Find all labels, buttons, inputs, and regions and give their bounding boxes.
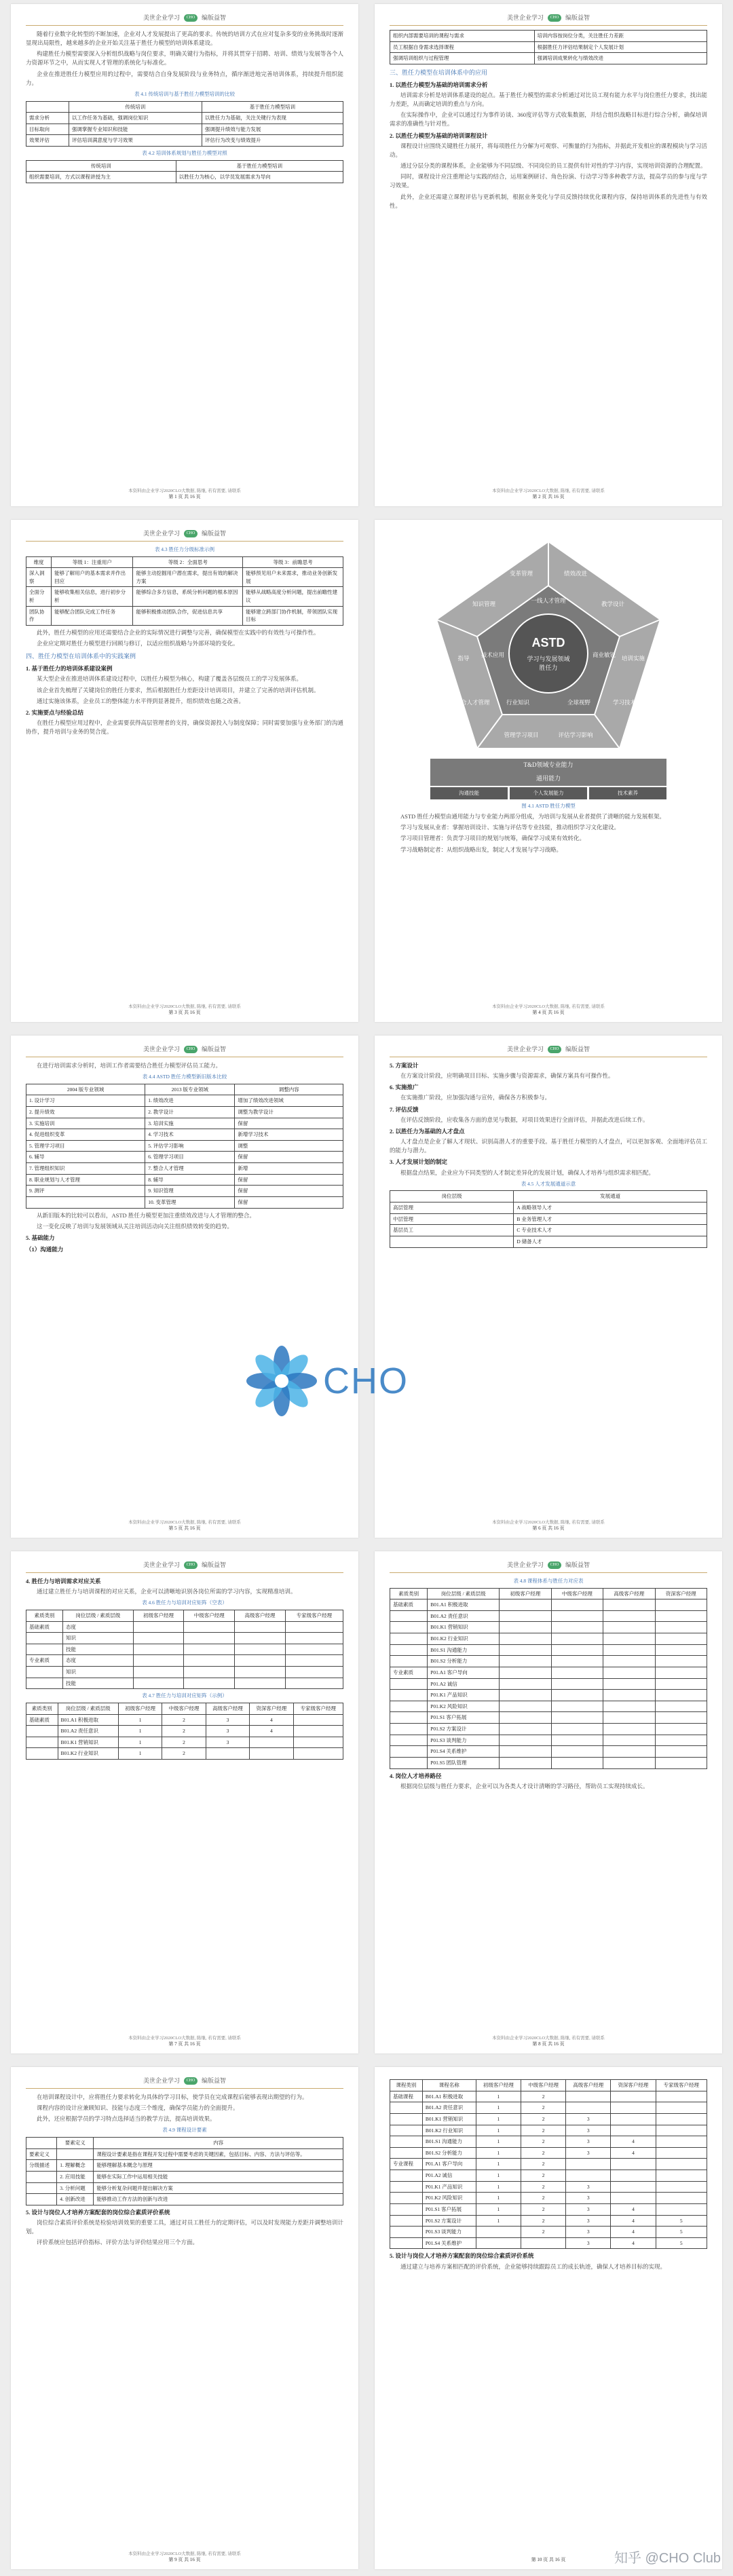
paragraph: 随着行业数字化转型的不断加速，企业对人才发展提出了更高的要求。传统的培训方式在应对复杂多变的业务挑战时逐渐显现出局限性，越来越多的企业开始关注基于胜任力模型的培训体系建设。 — [26, 30, 343, 47]
table-row: B01.K1 营销知识 — [390, 1622, 707, 1633]
outer-segment-label: 培训实施 — [621, 656, 645, 662]
outer-segment-label: 指导 — [457, 656, 470, 662]
inner-segment-label: 全球视野 — [567, 700, 591, 706]
table-row: P01.A2 诚信 1 2 — [390, 2170, 707, 2182]
subsection-heading: 2. 以胜任力为基础的人才盘点 — [390, 1127, 465, 1135]
cho-logo-icon: CHO — [184, 14, 198, 22]
table-row: 基础课程 B01.A1 积极进取 1 2 — [390, 2091, 707, 2102]
table-row: P01.S2 方案设计 1 2 3 4 5 — [390, 2215, 707, 2227]
outer-segment-label: 变革管理 — [509, 571, 533, 577]
page-number: 第 6 页 共 16 页 — [532, 1526, 565, 1532]
table-row: B01.K2 行业知识 — [390, 1633, 707, 1645]
page-header: 美世企业学习 CHO 编版益智 — [390, 1561, 707, 1573]
page-header: 美世企业学习 CHO 编版益智 — [26, 1045, 343, 1057]
center-label: 学习与发展领域 — [527, 656, 570, 663]
table-row: 专业素质 P01.A1 客户导向 — [390, 1667, 707, 1678]
astd-competency-diagram — [390, 535, 707, 759]
inner-segment-label: 一线人才管理 — [531, 598, 566, 605]
page-number: 第 3 页 共 16 页 — [168, 1010, 201, 1016]
subsection-heading: 5. 基础能力 — [26, 1234, 55, 1241]
outer-segment-label: 绩效改进 — [563, 571, 588, 577]
page-header: 美世企业学习 CHO 编版益智 — [390, 1045, 707, 1057]
page-footer: 本资料由企业学习2020CLO大数据, 陈继, 若有需要, 请联系 第 6 页 共 16 页 — [390, 1519, 707, 1532]
document-page-3: 美世企业学习 CHO 编版益智 表 4.3 胜任力分级标准示例 维度 等级 1：注重用户 等级 2：全面思考 等级 3：前瞻思考 深入洞察 能够了解用户的基本需求并作出回应 能够主动挖掘用户潜在需求，提出有效的解决方案 能够预见用户未来需求，推动业务创新发展 全面分析 能够收集相关信息，进行初步分析 能够综合多方信息，系统分析问题的根本原因 能够从战略高度分析问题，提出前瞻性建议 团队协作 能够配合团队完成工作任务 能够积极推动团队合作，促进信息共享 能够建立跨部门协作机制，带领团队实现目标 此外，胜任力模型的应用还需要结合企业的实际情况进行调整与完善，确保模型在实践中的有效性与可操作性。 企业应定期对胜任力模型进行回顾与修订，以适应组织战略与外部环境的变化。 四、胜任力模型在培训体系中的实践案例 1. 基于胜任力的培训体系建设案例 某大型企业在推进培训体系建设过程中，以胜任力模型为核心，构建了覆盖各层级员工的学习发展体系。 该企业首先梳理了关键岗位的胜任力要求，然后根据胜任力差距设计培训项目，并建立了完善的培训评估机制。 通过实施该体系，企业员工的整体能力水平得到显著提升，组织绩效也随之改善。 2. 实施要点与经验总结 在胜任力模型应用过程中，企业需要获得高层管理者的支持，确保资源投入与制度保障；同时需要加强与业务部门的沟通协作，提升培训与业务的契合度。 本资料由企业学习2020CLO大数据, 陈继, 若有需要, 请联系 第 3 页 共 16 页 — [11, 520, 358, 1022]
page-header: 美世企业学习 CHO 编版益智 — [26, 1561, 343, 1573]
inner-segment-label: 商业敏锐 — [592, 652, 616, 659]
page-number: 第 8 页 共 16 页 — [532, 2041, 565, 2047]
outer-segment-label: 学习技术 — [612, 700, 637, 706]
foundation-items: 沟通技能 个人发展能力 技术素养 — [430, 787, 666, 799]
table-caption: 表 4.9 课程设计要素 — [162, 2127, 207, 2134]
page-footer: 本资料由企业学习2020CLO大数据, 陈继, 若有需要, 请联系 第 3 页 共 16 页 — [26, 1004, 343, 1017]
subsection-heading: 1. 基于胜任力的培训体系建设案例 — [26, 665, 113, 673]
table-row: P01.S3 谈判能力 — [390, 1735, 707, 1746]
paragraph: 构建胜任力模型需要深入分析组织战略与岗位要求，明确关键行为指标，并将其贯穿于招聘、培训、绩效与发展等各个人力资源环节之中，从而实现人才管理的系统化与标准化。 — [26, 50, 343, 67]
zhihu-watermark: 知乎 @CHO Club — [614, 2551, 721, 2566]
table-caption: 表 4.2 培训体系规划与胜任力模型对照 — [142, 150, 227, 157]
table-row: P01.S4 关系维护 3 4 5 — [390, 2237, 707, 2249]
document-page-4: ASTD 学习与发展领域 胜任力 变革管理 绩效改进 教学设计 培训实施 学习技术 评估学习影响 管理学习项目 整合人才管理 指导 知识管理 一线人才管理 商业敏锐 全球视野 行业知识 技术应用 T&D领域专业能力 通用能力 沟通技能 个人发展能力 技术素养 图 4.1 ASTD 胜任力模型 ASTD 胜任力模型由通用能力与专业能力两部分组成，为培训与发展从业者提供了清晰的能力发展框架。 学习与发展从业者：掌握培训设计、实施与评估等专业技能，推动组织学习文化建设。 学习项目管理者：负责学习项目的规划与统筹，确保学习成果有效转化。 学习战略制定者：从组织战略出发，制定人才发展与学习战略。 本资料由企业学习2020CLO大数据, 陈继, 若有需要, 请联系 第 4 页 共 16 页 — [375, 520, 722, 1022]
table-row: 基础素质 B01.A1 积极进取 — [390, 1599, 707, 1611]
pentagon-diagram — [426, 535, 671, 759]
foundation-bar: 通用能力 — [430, 772, 666, 786]
table-row: B01.S1 沟通能力 — [390, 1644, 707, 1656]
subsection-heading: 5. 设计与岗位人才培养方案配套的岗位综合素质评价系统 — [26, 2208, 170, 2216]
table-row: B01.S1 沟通能力 1 2 3 4 — [390, 2136, 707, 2148]
document-page-7: 美世企业学习 CHO 编版益智 4. 胜任力与培训需求对应关系 通过建立胜任力与培训课程的对应关系，企业可以清晰地识别各岗位所需的学习内容，实现精准培训。 表 4.6 胜任力与培训对应矩阵（空表） 素质类别 岗位层级 / 素质层级 初级客户经理 中级客户经理 高级客户经理 专家级客户经理 基础素质 态度 知识 技能 专业素质 态度 知识 技能 表 4.7 胜任力与培训对应矩阵（示例） 素质类别 岗位层级 / 素质层级 初级客户经理 中级客户经理 高级客户经理 资深客户经理 专家级客户经理 基础素质 B01.A1 积极进取 1 2 3 4 B01.A2 责任意识 1 2 3 4 B01.K1 营销知识 1 2 3 B01.K2 行业知识 1 2 本资料由企业学习2020CLO大数据, 陈继, 若有需要, 请联系 第 7 页 共 16 页 — [11, 1551, 358, 2053]
subsection-heading: 2. 以胜任力模型为基础的培训课程设计 — [390, 132, 488, 139]
page-footer: 本资料由企业学习2020CLO大数据, 陈继, 若有需要, 请联系 第 2 页 共 16 页 — [390, 488, 707, 501]
table-row: P01.S2 方案设计 — [390, 1724, 707, 1735]
comparison-table: 传统培训 基于胜任力模型培训 组织需要培训，方式以课程讲授为主 以胜任力为核心，以学员发展需求为导向 — [26, 160, 343, 183]
document-page-2: 美世企业学习 CHO 编版益智 组织内部需要培训的课程与需求 培训内容按岗位分类，关注胜任力差距 员工根据自身需求选择课程 根据胜任力评估结果制定个人发展计划 强调培训组织与过程管理 强调培训成果转化与绩效改进 三、胜任力模型在培训体系中的应用 1. 以胜任力模型为基础的培训需求分析 培训需求分析是培训体系建设的起点。基于胜任力模型的需求分析通过对比员工现有能力水平与岗位胜任力要求，找出能力差距，从而确定培训的重点与方向。 在实际操作中，企业可以通过行为事件访谈、360度评估等方式收集数据，并结合组织战略目标进行综合分析，确保培训需求的准确性与针对性。 2. 以胜任力模型为基础的培训课程设计 课程设计应围绕关键胜任力展开，将每项胜任力分解为可观察、可衡量的行为指标，并据此开发相应的课程模块与学习活动。 通过分层分类的课程体系，企业能够为不同层级、不同岗位的员工提供有针对性的学习内容，实现培训资源的合理配置。 同时，课程设计应注重理论与实践的结合，运用案例研讨、角色扮演、行动学习等多种教学方法，提高学员的参与度与学习效果。 此外，企业还需建立课程评估与更新机制，根据业务变化与学员反馈持续优化课程内容，保持培训体系的先进性与有效性。 本资料由企业学习2020CLO大数据, 陈继, 若有需要, 请联系 第 2 页 共 16 页 — [375, 4, 722, 506]
table-caption: 表 4.6 胜任力与培训对应矩阵（空表） — [142, 1599, 227, 1606]
table-row: P01.K1 产品知识 1 2 3 — [390, 2181, 707, 2193]
table-row: P01.S3 谈判能力 2 3 4 5 — [390, 2227, 707, 2238]
course-element-table: 要素定义 内容 要素定义 课程设计要素是指在课程开发过程中需要考虑的关键因素，包括目标、内容、方法与评估等。 分级描述 1. 理解概念 能够理解基本概念与原理 2. 应用技能 能够在实际工作中运用相关技能 3. 分析问题 能够分析复杂问题并提出解决方案 4. 创新改进 能够推动工作方法的创新与改进 — [26, 2137, 343, 2205]
page-number: 第 2 页 共 16 页 — [532, 494, 565, 500]
table-row: B01.S2 分析能力 1 2 3 4 — [390, 2147, 707, 2159]
document-page-1 — [11, 4, 358, 506]
figure-caption: 图 4.1 ASTD 胜任力模型 — [521, 802, 576, 809]
page-header: 美世企业学习 CHO 编版益智 — [26, 2077, 343, 2089]
astd-logo-icon: ASTD — [531, 636, 565, 649]
cho-logo-icon: CHO — [548, 1561, 561, 1569]
cho-logo-icon: CHO — [548, 1046, 561, 1053]
page-footer: 本资料由企业学习2020CLO大数据, 陈继, 若有需要, 请联系 第 8 页 共 16 页 — [390, 2035, 707, 2048]
course-competency-table: 素质类别 岗位层级 / 素质层级 初级客户经理 中级客户经理 高级客户经理 资深客户经理 基础素质 B01.A1 积极进取 B01.A2 责任意识 B01.K1 营销知识 B01.K2 行业知识 B01.S1 沟通能力 B01.S2 分析能力 专业素质 P01.A1 客户导向 P01.A2 诚信 P01.K1 产品知识 P01.K2 风险知识 P01.S1 客户拓展 P01.S2 方案设计 P01.S3 谈判能力 P01.S4 关系维护 P01.S5 团队管理 — [390, 1588, 707, 1769]
table-row: P01.K2 风险知识 1 2 3 — [390, 2193, 707, 2204]
page-footer: 本资料由企业学习2020CLO大数据, 陈继, 若有需要, 请联系 第 4 页 共 16 页 — [390, 1004, 707, 1017]
document-page-6: 美世企业学习 CHO 编版益智 5. 方案设计 在方案设计阶段，应明确项目目标、实施步骤与资源需求，确保方案具有可操作性。 6. 实施推广 在实施推广阶段，应加强沟通与宣传，确保各方积极参与。 7. 评估反馈 在评估反馈阶段，应收集各方面的意见与数据，对项目效果进行全面评估，并据此改进后续工作。 2. 以胜任力为基础的人才盘点 人才盘点是企业了解人才现状、识别高潜人才的重要手段。基于胜任力模型的人才盘点，可以更加客观、全面地评估员工的能力与潜力。 3. 人才发展计划的制定 根据盘点结果，企业应为不同类型的人才制定差异化的发展计划，确保人才培养与组织需求相匹配。 表 4.5 人才发展通道示意 岗位层级 发展通道 高层管理 A 战略领导人才 中层管理 B 业务管理人才 基层员工 C 专业技术人才 D 储备人才 本资料由企业学习2020CLO大数据, 陈继, 若有需要, 请联系 第 6 页 共 16 页 — [375, 1036, 722, 1538]
page-footer: 本资料由企业学习2020CLO大数据, 陈继, 若有需要, 请联系 第 1 页 共 16 页 — [26, 488, 343, 501]
section-heading: 四、胜任力模型在培训体系中的实践案例 — [26, 653, 136, 660]
table-caption: 表 4.3 胜任力分级标准示例 — [154, 546, 215, 552]
document-page-8: 美世企业学习 CHO 编版益智 表 4.8 课程体系与胜任力对应表 素质类别 岗位层级 / 素质层级 初级客户经理 中级客户经理 高级客户经理 资深客户经理 基础素质 B01.A1 积极进取 B01.A2 责任意识 B01.K1 营销知识 B01.K2 行业知识 B01.S1 沟通能力 B01.S2 分析能力 专业素质 P01.A1 客户导向 P01.A2 诚信 P01.K1 产品知识 P01.K2 风险知识 P01.S1 客户拓展 P01.S2 方案设计 P01.S3 谈判能力 P01.S4 关系维护 P01.S5 团队管理 4. 岗位人才培养路径 根据岗位层级与胜任力要求，企业可以为各类人才设计清晰的学习路径，帮助员工实现持续成长。 本资料由企业学习2020CLO大数据, 陈继, 若有需要, 请联系 第 8 页 共 16 页 — [375, 1551, 722, 2053]
inner-segment-label: 行业知识 — [506, 700, 530, 706]
table-caption: 表 4.1 传统培训与基于胜任力模型培训的比较 — [134, 90, 236, 97]
outer-segment-label: 知识管理 — [472, 601, 496, 608]
table-row: P01.K1 产品知识 — [390, 1690, 707, 1701]
version-comparison-table: 2004 版专业领域 2013 版专业领域 调整内容 1. 设计学习 1. 绩效改进 增加了绩效改进领域 2. 提升绩效 2. 教学设计 调整为教学设计 3. 实施培训 3. 培训实施 保留 4. 促进组织变革 4. 学习技术 新增学习技术 5. 管理学习项目 5. 评估学习影响 调整 6. 辅导 6. 管理学习项目 保留 7. 管理组织知识 7. 整合人才管理 新增 8. 职业规划与人才管理 8. 辅导 保留 9. 测评 9. 知识管理 保留 10. 变革管理 保留 — [26, 1084, 343, 1209]
subsection-heading: 4. 岗位人才培养路径 — [390, 1772, 442, 1779]
table-caption: 表 4.5 人才发展通道示意 — [521, 1180, 576, 1187]
cho-logo-icon: CHO — [184, 530, 198, 537]
page-number: 第 1 页 共 16 页 — [168, 494, 201, 500]
subsection-heading: （1）沟通能力 — [26, 1246, 64, 1253]
cho-logo-icon: CHO — [184, 1561, 198, 1569]
table-row: B01.K2 行业知识 1 2 3 — [390, 2125, 707, 2136]
page-number: 第 5 页 共 16 页 — [168, 1526, 201, 1532]
watermark-text: CHO — [323, 1361, 409, 1401]
table-caption: 表 4.4 ASTD 胜任力模型新旧版本比较 — [142, 1074, 227, 1080]
page-number: 第 10 页 共 16 页 — [531, 2557, 566, 2563]
outer-segment-label: 教学设计 — [601, 601, 625, 608]
document-page-5: 美世企业学习 CHO 编版益智 在进行培训需求分析时，培训工作者需要结合胜任力模型评估员工能力。 表 4.4 ASTD 胜任力模型新旧版本比较 2004 版专业领域 2013 版专业领域 调整内容 1. 设计学习 1. 绩效改进 增加了绩效改进领域 2. 提升绩效 2. 教学设计 调整为教学设计 3. 实施培训 3. 培训实施 保留 4. 促进组织变革 4. 学习技术 新增学习技术 5. 管理学习项目 5. 评估学习影响 调整 6. 辅导 6. 管理学习项目 保留 7. 管理组织知识 7. 整合人才管理 新增 8. 职业规划与人才管理 8. 辅导 保留 9. 测评 9. 知识管理 保留 10. 变革管理 保留 从新旧版本的比较可以看出，ASTD 胜任力模型更加注重绩效改进与人才管理的整合。 这一变化反映了培训与发展领域从关注培训活动向关注组织绩效转变的趋势。 5. 基础能力 （1）沟通能力 本资料由企业学习2020CLO大数据, 陈继, 若有需要, 请联系 第 5 页 共 16 页 — [11, 1036, 358, 1538]
table-row: P01.S1 客户拓展 1 2 3 4 — [390, 2203, 707, 2215]
document-page-9: 美世企业学习 CHO 编版益智 在培训课程设计中，应将胜任力要求转化为具体的学习目标，使学员在完成课程后能够表现出期望的行为。 课程内容的设计应兼顾知识、技能与态度三个维度，确保学员能力的全面提升。 此外，还应根据学员的学习特点选择适当的教学方法，提高培训效果。 表 4.9 课程设计要素 要素定义 内容 要素定义 课程设计要素是指在课程开发过程中需要考虑的关键因素，包括目标、内容、方法与评估等。 分级描述 1. 理解概念 能够理解基本概念与原理 2. 应用技能 能够在实际工作中运用相关技能 3. 分析问题 能够分析复杂问题并提出解决方案 4. 创新改进 能够推动工作方法的创新与改进 5. 设计与岗位人才培养方案配套的岗位综合素质评价系统 岗位综合素质评价系统是检验培训效果的重要工具，通过对员工胜任力的定期评估，可以及时发现能力差距并调整培训计划。 评价系统应包括评价指标、评价方法与评价结果应用三个方面。 本资料由企业学习2020CLO大数据, 陈继, 若有需要, 请联系 第 9 页 共 16 页 — [11, 2067, 358, 2569]
page-header: 美世企业学习 CHO 编版益智 — [26, 529, 343, 542]
inner-segment-label: 技术应用 — [481, 652, 505, 659]
table-row: P01.S4 关系维护 — [390, 1746, 707, 1758]
cho-logo-icon: CHO — [184, 1046, 198, 1053]
outer-segment-label: 评估学习影响 — [558, 732, 593, 739]
page-footer: 本资料由企业学习2020CLO大数据, 陈继, 若有需要, 请联系 第 5 页 共 16 页 — [26, 1519, 343, 1532]
paragraph: 企业在推进胜任力模型应用的过程中，需要结合自身发展阶段与业务特点，循序渐进地完善培训体系，持续提升组织能力。 — [26, 70, 343, 86]
competency-level-table: 维度 等级 1：注重用户 等级 2：全面思考 等级 3：前瞻思考 深入洞察 能够了解用户的基本需求并作出回应 能够主动挖掘用户潜在需求，提出有效的解决方案 能够预见用户未来需求，推动业务创新发展 全面分析 能够收集相关信息，进行初步分析 能够综合多方信息，系统分析问题的根本原因 能够从战略高度分析问题，提出前瞻性建议 团队协作 能够配合团队完成工作任务 能够积极推动团队合作，促进信息共享 能够建立跨部门协作机制，带领团队实现目标 — [26, 556, 343, 626]
page-number: 第 9 页 共 16 页 — [168, 2557, 201, 2563]
subsection-heading: 4. 胜任力与培训需求对应关系 — [26, 1577, 101, 1585]
subsection-heading: 2. 实施要点与经验总结 — [26, 708, 84, 716]
document-page-10: 课程类别 课程名称 初级客户经理 中级客户经理 高级客户经理 资深客户经理 专家级客户经理 基础课程 B01.A1 积极进取 1 2 B01.A2 责任意识 1 2 B01.K1 营销知识 1 2 3 B01.K2 行业知识 1 2 3 B01.S1 沟通能力 1 2 3 4 B01.S2 分析能力 1 2 3 4 专业课程 P01.A1 客户导向 1 2 P01.A2 诚信 1 2 P01.K1 产品知识 1 2 3 P01.K2 风险知识 1 2 3 P01.S1 客户拓展 1 2 3 4 P01.S2 方案设计 1 2 3 4 5 P01.S3 谈判能力 2 3 4 5 P01.S4 关系维护 3 4 5 5. 设计与岗位人才培养方案配套的岗位综合素质评价系统 通过建立与培养方案相匹配的评价系统，企业能够持续跟踪员工的成长轨迹，确保人才培养目标的实现。 第 10 页 共 16 页 — [375, 2067, 722, 2569]
table-caption: 表 4.7 胜任力与培训对应矩阵（示例） — [142, 1692, 227, 1699]
competency-matrix-sample: 素质类别 岗位层级 / 素质层级 初级客户经理 中级客户经理 高级客户经理 资深客户经理 专家级客户经理 基础素质 B01.A1 积极进取 1 2 3 4 B01.A2 责任意识 1 2 3 4 B01.K1 营销知识 1 2 3 B01.K2 行业知识 1 2 — [26, 1703, 343, 1760]
section-heading: 三、胜任力模型在培训体系中的应用 — [390, 69, 488, 76]
outer-segment-label: 整合人才管理 — [455, 700, 490, 706]
subsection-heading: 1. 以胜任力模型为基础的培训需求分析 — [390, 81, 488, 88]
table-caption: 表 4.8 课程体系与胜任力对应表 — [513, 1577, 584, 1584]
page-number: 第 4 页 共 16 页 — [532, 1010, 565, 1016]
talent-path-table: 岗位层级 发展通道 高层管理 A 战略领导人才 中层管理 B 业务管理人才 基层员工 C 专业技术人才 D 储备人才 — [390, 1190, 707, 1247]
page-number: 第 7 页 共 16 页 — [168, 2041, 201, 2047]
center-label: 胜任力 — [539, 665, 558, 672]
page-footer: 本资料由企业学习2020CLO大数据, 陈继, 若有需要, 请联系 第 7 页 共 16 页 — [26, 2035, 343, 2048]
page-header: 美世企业学习 CHO 编版益智 — [390, 14, 707, 26]
subsection-heading: 3. 人才发展计划的制定 — [390, 1158, 448, 1166]
table-row: P01.A2 诚信 — [390, 1678, 707, 1690]
page-header: 美世企业学习 CHO 编版益智 — [26, 14, 343, 26]
center-circle — [509, 614, 588, 693]
td-professional-bar: T&D领域专业能力 — [430, 759, 666, 772]
table-row: P01.S5 团队管理 — [390, 1757, 707, 1768]
outer-segment-label: 管理学习项目 — [504, 732, 539, 739]
comparison-table-continued: 组织内部需要培训的课程与需求 培训内容按岗位分类，关注胜任力差距 员工根据自身需求选择课程 根据胜任力评估结果制定个人发展计划 强调培训组织与过程管理 强调培训成果转化与绩效改进 — [390, 30, 707, 64]
table-row: P01.K2 风险知识 — [390, 1701, 707, 1712]
comparison-table: 传统培训 基于胜任力模型培训 需求分析 以工作任务为基础，强调岗位知识 以胜任力为基础，关注关键行为表现 目标取向 强调掌握专业知识和技能 强调提升绩效与能力发展 效果评估 评估培训满意度与学习效果 评估行为改变与绩效提升 — [26, 101, 343, 147]
table-row: B01.S2 分析能力 — [390, 1656, 707, 1667]
table-row: B01.A2 责任意识 1 2 — [390, 2102, 707, 2114]
course-level-table: 课程类别 课程名称 初级客户经理 中级客户经理 高级客户经理 资深客户经理 专家级客户经理 基础课程 B01.A1 积极进取 1 2 B01.A2 责任意识 1 2 B01.K1 营销知识 1 2 3 B01.K2 行业知识 1 2 3 B01.S1 沟通能力 1 2 3 4 B01.S2 分析能力 1 2 3 4 专业课程 P01.A1 客户导向 1 2 P01.A2 诚信 1 2 P01.K1 产品知识 1 2 3 P01.K2 风险知识 1 2 3 P01.S1 客户拓展 1 2 3 4 P01.S2 方案设计 1 2 3 4 5 P01.S3 谈判能力 2 3 4 5 P01.S4 关系维护 3 4 5 — [390, 2079, 707, 2249]
table-row: B01.K1 营销知识 1 2 3 — [390, 2113, 707, 2125]
page-footer: 本资料由企业学习2020CLO大数据, 陈继, 若有需要, 请联系 第 9 页 共 16 页 — [26, 2551, 343, 2564]
competency-matrix-empty: 素质类别 岗位层级 / 素质层级 初级客户经理 中级客户经理 高级客户经理 专家级客户经理 基础素质 态度 知识 技能 专业素质 态度 知识 技能 — [26, 1610, 343, 1689]
table-row: B01.A2 责任意识 — [390, 1610, 707, 1622]
subsection-heading: 5. 设计与岗位人才培养方案配套的岗位综合素质评价系统 — [390, 2252, 534, 2260]
table-row: 专业课程 P01.A1 客户导向 1 2 — [390, 2159, 707, 2170]
table-row: P01.S1 客户拓展 — [390, 1712, 707, 1724]
cho-logo-icon: CHO — [548, 14, 561, 22]
cho-logo-icon: CHO — [184, 2077, 198, 2085]
